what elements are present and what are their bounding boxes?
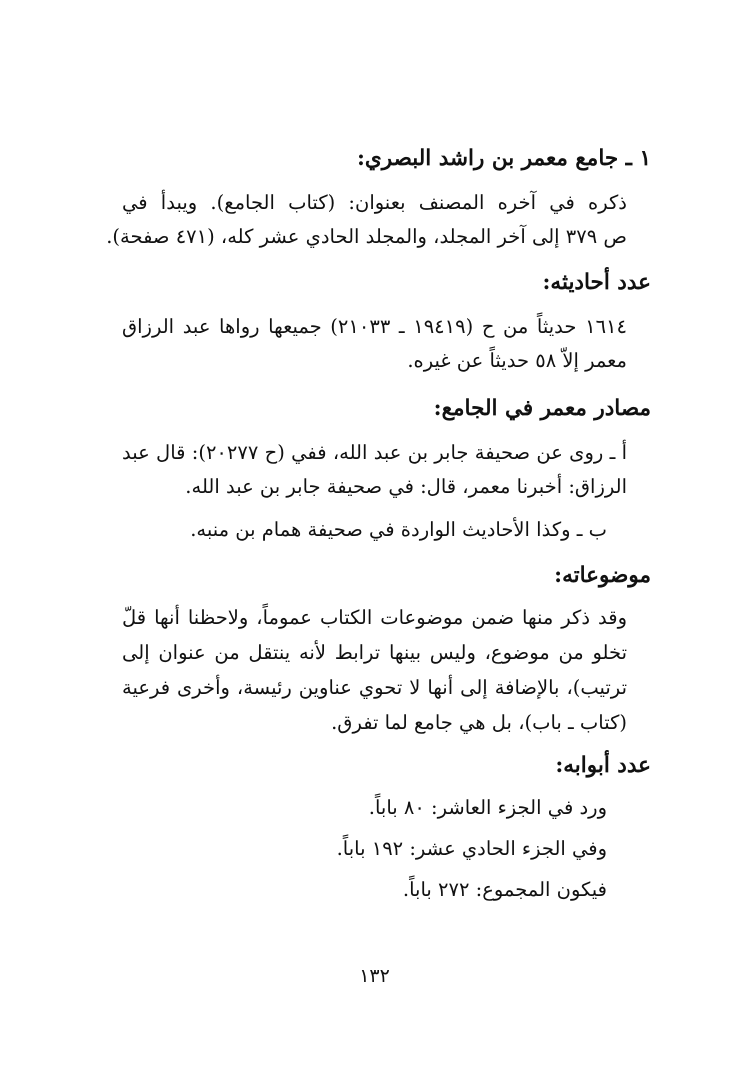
sources-line-1: أ ـ روى عن صحيفة جابر بن عبد الله، ففي (ح ٢٠٢٧٧): قال عبد xyxy=(122,441,627,464)
section-title: ١ ـ جامع معمر بن راشد البصري: xyxy=(356,146,651,171)
sources-line-3: ب ـ وكذا الأحاديث الواردة في صحيفة همام بن منبه. xyxy=(190,518,607,541)
sources-heading: مصادر معمر في الجامع: xyxy=(433,396,651,421)
topics-heading: موضوعاته: xyxy=(554,563,651,588)
hadith-count-heading: عدد أحاديثه: xyxy=(542,270,651,295)
chapters-heading: عدد أبوابه: xyxy=(555,753,651,778)
topics-line-1: وقد ذكر منها ضمن موضوعات الكتاب عموماً، ولاحظنا أنها قلّ xyxy=(122,606,627,629)
chapters-line-3: فيكون المجموع: ٢٧٢ باباً. xyxy=(402,878,607,901)
sources-line-2: الرزاق: أخبرنا معمر، قال: في صحيفة جابر بن عبد الله. xyxy=(185,475,627,498)
topics-line-3: ترتيب)، بالإضافة إلى أنها لا تحوي عناوين رئيسة، وأخرى فرعية xyxy=(122,676,627,699)
page-number: ١٣٢ xyxy=(359,965,390,987)
chapters-line-2: وفي الجزء الحادي عشر: ١٩٢ باباً. xyxy=(336,837,607,860)
chapters-line-1: ورد في الجزء العاشر: ٨٠ باباً. xyxy=(368,796,607,819)
intro-line-2: ص ٣٧٩ إلى آخر المجلد، والمجلد الحادي عشر كله، (٤٧١ صفحة). xyxy=(106,225,627,248)
intro-line-1: ذكره في آخره المصنف بعنوان: (كتاب الجامع). ويبدأ في xyxy=(122,191,627,214)
hadith-count-line-1: ١٦١٤ حديثاً من ح (١٩٤١٩ ـ ٢١٠٣٣) جميعها رواها عبد الرزاق xyxy=(122,315,627,338)
topics-line-4: (كتاب ـ باب)، بل هي جامع لما تفرق. xyxy=(331,711,627,734)
topics-line-2: تخلو من موضوع، وليس بينها ترابط لأنه ينتقل من عنوان إلى xyxy=(122,641,627,664)
hadith-count-line-2: معمر إلاّ ٥٨ حديثاً عن غيره. xyxy=(407,349,627,372)
